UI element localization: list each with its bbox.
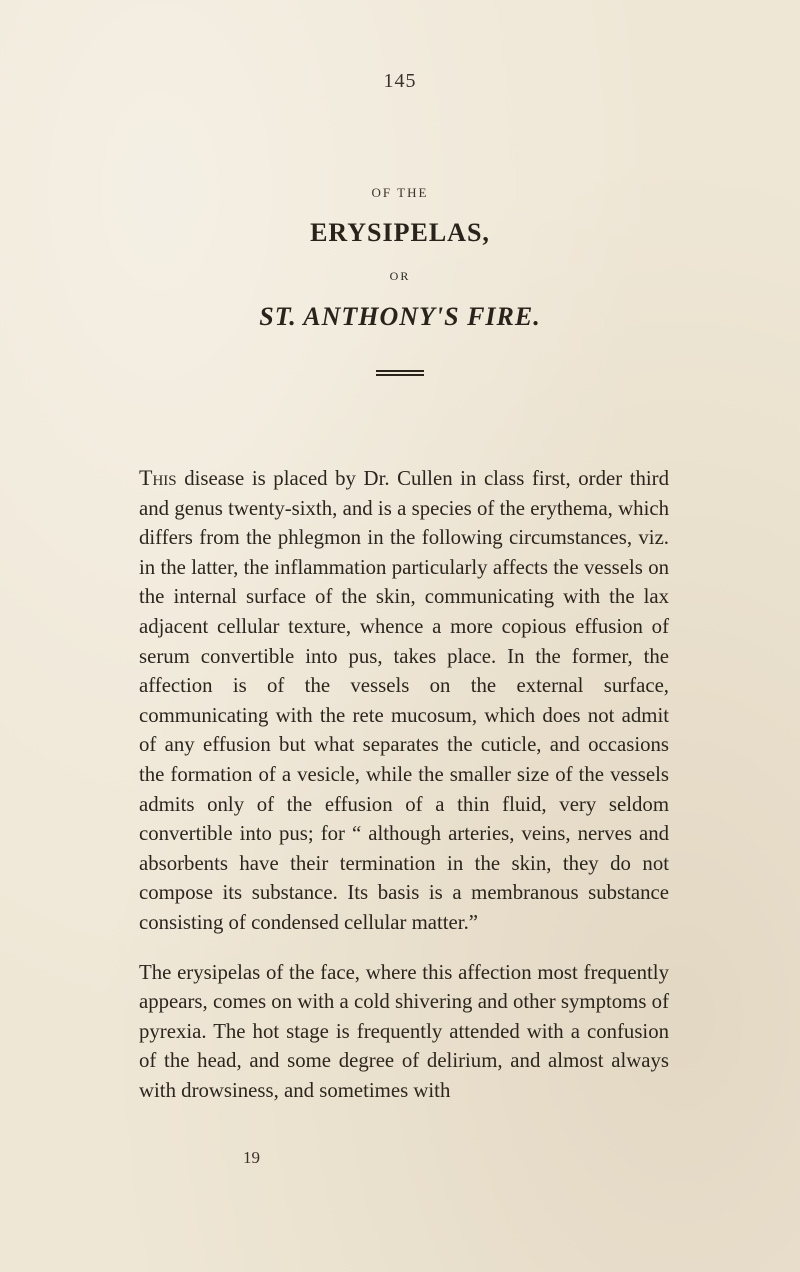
heading-of-the: OF THE	[371, 185, 429, 200]
paragraph-2: The erysipelas of the face, where this affection most frequently appears, comes on with a cold shivering and other symptoms of pyrexia. The hot stage is frequently attended with a confusion of the head, and some degree of delirium, and almost always with drowsiness, and sometimes with	[139, 960, 669, 1102]
double-rule-divider	[376, 370, 424, 376]
heading-or: OR	[389, 269, 411, 283]
chapter-heading	[0, 185, 800, 376]
paragraph-1-first-word: This	[139, 465, 177, 490]
chapter-title: ERYSIPELAS,	[310, 218, 490, 247]
signature-mark: 19	[243, 1148, 260, 1167]
chapter-subtitle: ST. ANTHONY'S FIRE.	[259, 302, 541, 331]
paragraph-1-text: disease is placed by Dr. Cullen in class first, order third and genus twenty-sixth, and is a species of the erythema, which differs from the phlegmon in the following circumstances, viz. in the latter, the inflammation particularly affects the vessels on the internal surface of the skin, communicating with the lax adjacent cellular texture, whence a more copious effusion of serum convertible into pus, takes place. In the former, the affection is of the vessels on the external surface, communicating with the rete mucosum, which does not admit of any effusion but what separates the cuticle, and occasions the formation of a vesicle, while the smaller size of the vessels admits only of the effusion of a thin fluid, very seldom convertible into pus; for “ although arteries, veins, nerves and absorbents have their termination in the skin, they do not compose its substance. Its basis is a membranous substance consisting of condensed cellular matter.”	[139, 467, 669, 934]
page-number: 145	[383, 70, 417, 92]
body-text	[139, 463, 669, 1105]
paragraph-1	[139, 463, 669, 938]
